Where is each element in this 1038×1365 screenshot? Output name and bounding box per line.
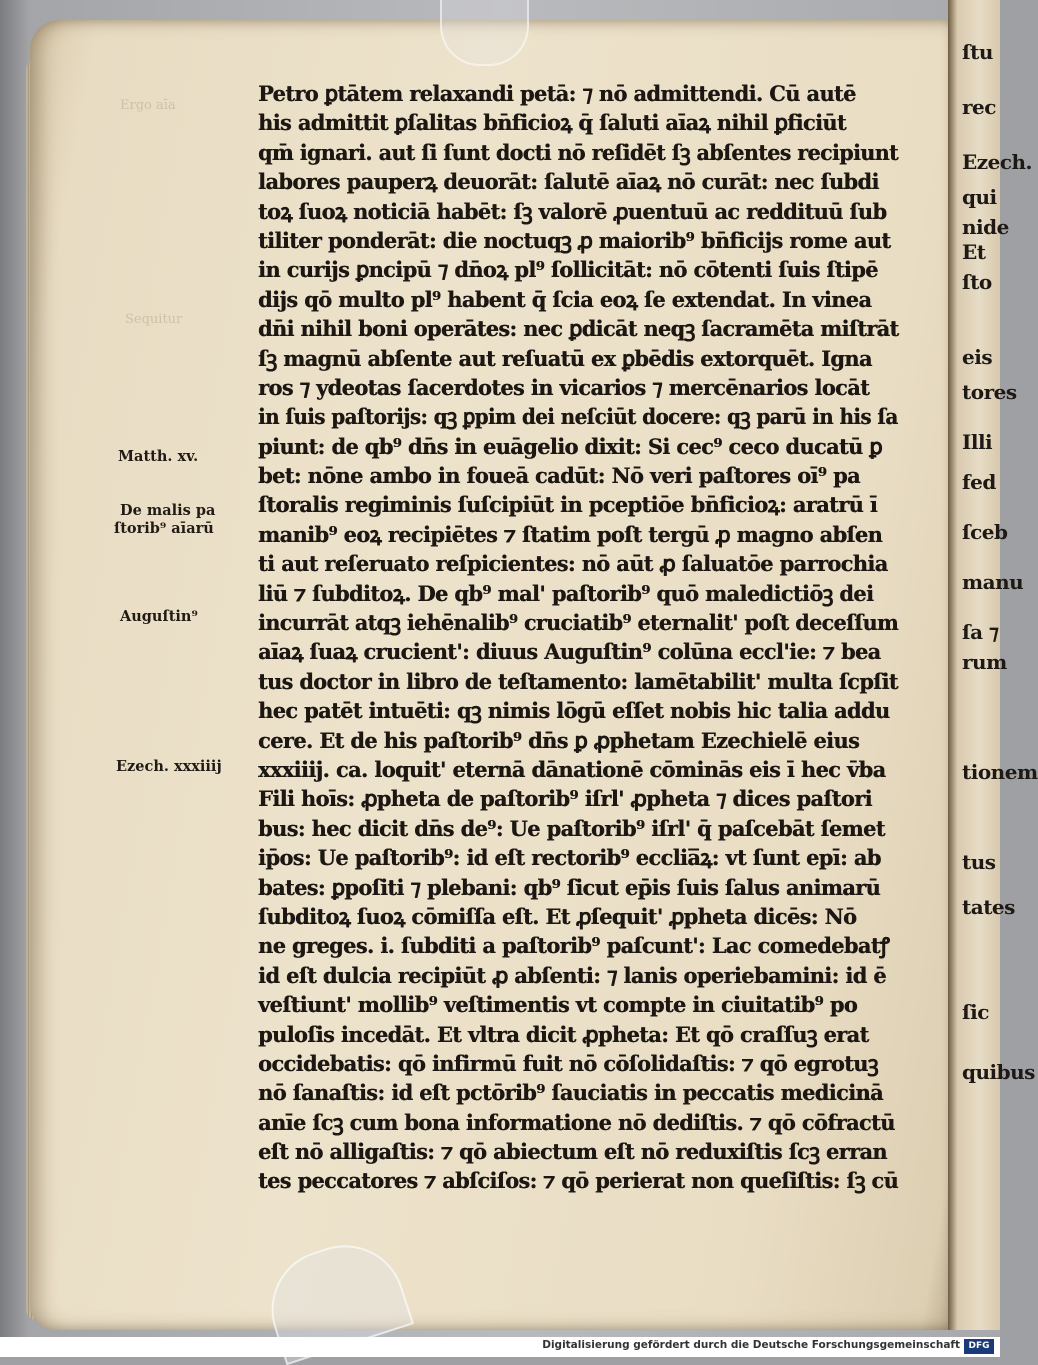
next-page-fragment: fed <box>962 470 996 494</box>
marginal-note-augustinus: Auguſtin⁹ <box>120 608 198 625</box>
text-line: ip̄os: Ue paſtorib⁹: id eſt rectorib⁹ ecclia̅ꝝ: vt ſunt epī: ab <box>258 846 881 872</box>
text-line: dijs qō multo pl⁹ habent q̄ ſcia eoꝝ ſe extendat. In vinea <box>258 287 872 313</box>
next-page-fragment: qui <box>962 185 997 209</box>
show-through-text: Sequitur <box>125 312 183 327</box>
text-line: tus doctor in libro de teſtamento: lamētabilit' multa ſcpſit <box>258 669 898 695</box>
text-line: eſt nō alligaſtis: ⁊ qō abiectum eſt nō reduxiſtis ſcꝫ erran <box>258 1140 887 1166</box>
next-page-fragment: ſtu <box>962 40 993 64</box>
text-line: tes peccatores ⁊ abſciſos: ⁊ qō perierat non queſiſtis: ſꝫ cū <box>258 1169 899 1195</box>
text-line: labores pauperꝝ deuorāt: ſalutē aīaꝝ nō curāt: nec ſubdi <box>258 170 879 196</box>
main-text-block <box>258 80 918 1197</box>
text-line: nō ſanaſtis: id eſt pctōrib⁹ ſauciatis in peccatis medicinā <box>258 1081 883 1107</box>
text-line: his admittit ꝑſalitas bn̄ficioꝝ q̄ ſaluti aīaꝝ nihil ꝑficiūt <box>258 111 846 137</box>
next-page-fragment: Illi <box>962 430 993 454</box>
next-page-fragment: tionem <box>962 760 1038 784</box>
text-line: piunt: de qb⁹ dn̄s in euāgelio dixit: Si cec⁹ ceco ducatū ꝑ <box>258 434 882 460</box>
text-line: toꝝ ſuoꝝ noticiā habēt: ſꝫ valorē ꝓuentuū ac reddituū ſub <box>258 199 887 225</box>
text-line: hec patēt intuēti: qꝫ nimis lōgū eſſet nobis hic talia addu <box>258 699 890 725</box>
text-line: id eſt dulcia recipiūt ꝓ abſenti: ⁊ lanis operiebamini: id ē <box>258 963 886 989</box>
text-line: anīe ſcꝫ cum bona informatione nō dediſtis. ⁊ qō cōfractū <box>258 1110 895 1136</box>
text-line: in curijs ꝑncipū ⁊ dn̄oꝝ pl⁹ ſollicitāt: nō cōtenti ſuis ſtipē <box>258 258 878 284</box>
next-page-edge <box>948 0 1038 1330</box>
text-line: in ſuis paſtorijs: qꝫ ꝑpim dei neſciūt docere: qꝫ parū in his ſa <box>258 405 898 431</box>
text-line: ſtoralis regiminis ſuſcipiūt in pceptiōe bn̄ficioꝝ: aratrū ī <box>258 493 878 519</box>
dfg-logo: DFG <box>964 1339 994 1354</box>
text-line: ti aut reſeruato reſpicientes: nō aūt ꝓ ſaluatōe parrochia <box>258 552 888 578</box>
next-page-fragment: ſa ⁊ <box>962 620 999 644</box>
text-line: qm̄ ignari. aut ſi ſunt docti nō reſidēt ſꝫ abſentes recipiunt <box>258 140 898 166</box>
text-line: Fili hoīs: ꝓpheta de paſtorib⁹ iſrl' ꝓpheta ⁊ dices paſtori <box>258 787 872 813</box>
next-page-fragment: ſto <box>962 270 992 294</box>
marginal-note-matth: Matth. xv. <box>118 448 199 465</box>
next-page-fragment: tus <box>962 850 996 874</box>
text-line: ſꝫ magnū abſente aut reſuatū ex ꝑbēdis extorquēt. Igna <box>258 346 872 372</box>
next-page-fragment: ſceb <box>962 520 1008 544</box>
text-line: ſubditoꝝ ſuoꝝ cōmiſſa eſt. Et ꝓſequit' ꝓpheta dicēs: Nō <box>258 904 857 930</box>
marginal-note-de-malis-line1: De malis pa <box>120 502 216 519</box>
book-page <box>30 20 955 1330</box>
show-through-text: Ergo aīa <box>120 98 176 113</box>
text-line: veſtiunt' mollib⁹ veſtimentis vt compte in ciuitatib⁹ po <box>258 993 858 1019</box>
text-line: xxxiiij. ca. loquit' eternā dānationē cōminās eis ī hec v̄ba <box>258 757 886 783</box>
next-page-fragment: rum <box>962 650 1007 674</box>
text-line: aīaꝝ ſuaꝝ crucient': diuus Auguſtin⁹ colūna eccl'ie: ⁊ bea <box>258 640 881 666</box>
text-line: occidebatis: qō infirmū fuit nō cōſolidaſtis: ⁊ qō egrotuꝫ <box>258 1051 878 1077</box>
next-page-fragment: manu <box>962 570 1024 594</box>
next-page-fragment: rec <box>962 95 996 119</box>
text-line: incurrāt atqꝫ iehēnalib⁹ cruciatib⁹ eternalit' poſt deceſſum <box>258 611 899 637</box>
text-line: puloſis incedāt. Et vltra dicit ꝓpheta: Et qō craſſuꝫ erat <box>258 1022 869 1048</box>
next-page-fragment: quibus <box>962 1060 1035 1084</box>
next-page-fragment: eis <box>962 345 993 369</box>
next-page-fragment: Et <box>962 240 986 264</box>
text-line: dn̄i nihil boni operātes: nec ꝑdicāt neqꝫ ſacramēta miſtrāt <box>258 317 899 343</box>
text-line: cere. Et de his paſtorib⁹ dn̄s ꝑ ꝓphetam Ezechielē eius <box>258 728 860 754</box>
text-line: tiliter ponderāt: die noctuqꝫ ꝓ maiorib⁹ bn̄ficijs rome aut <box>258 228 891 254</box>
text-line: bates: ꝑpoſiti ⁊ plebani: qb⁹ ſicut ep̄is ſuis ſalus animarū <box>258 875 881 901</box>
footer-bar <box>0 1337 1000 1357</box>
marginal-note-de-malis-line2: ſtorib⁹ aīarū <box>114 520 214 537</box>
text-line: manib⁹ eoꝝ recipiētes ⁊ ſtatim poſt tergū ꝓ magno abſen <box>258 522 883 548</box>
next-page-fragment: nide <box>962 215 1009 239</box>
text-line: bet: nōne ambo in foueā cadūt: Nō veri paſtores oī⁹ pa <box>258 464 860 490</box>
next-page-fragment: ſic <box>962 1000 989 1024</box>
next-page-fragment: tates <box>962 895 1015 919</box>
text-line: liū ⁊ ſubditoꝝ. De qb⁹ mal' paſtorib⁹ quō maledictiōꝫ dei <box>258 581 874 607</box>
next-page-fragment: tores <box>962 380 1017 404</box>
text-line: ne greges. i. ſubditi a paſtorib⁹ paſcunt': Lac comedebatꝭ <box>258 934 890 960</box>
text-line: bus: hec dicit dn̄s de⁹: Ue paſtorib⁹ iſrl' q̄ paſcebāt ſemet <box>258 816 885 842</box>
marginal-note-ezech: Ezech. xxxiiij <box>116 758 222 775</box>
next-page-fragment: Ezech. <box>962 150 1033 174</box>
footer-credit: Digitalisierung gefördert durch die Deutsche Forschungsgemeinschaft <box>542 1339 960 1351</box>
text-line: Petro ꝑtātem relaxandi petā: ⁊ nō admittendi. Cū autē <box>258 82 856 107</box>
text-line: ros ⁊ ydeotas ſacerdotes in vicarios ⁊ mercēnarios locāt <box>258 375 870 401</box>
